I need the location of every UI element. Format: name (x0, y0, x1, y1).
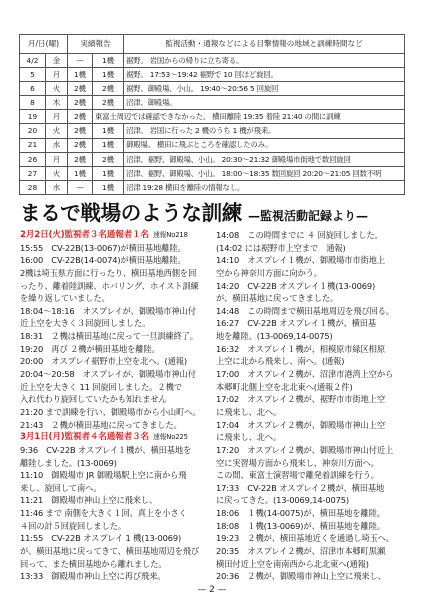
log-text: 20:35 オスプレイ２機が、沼津市本郷町黒瀬 (216, 546, 385, 557)
log-line (216, 469, 406, 482)
log-text: 2機は埼玉県方面に行ったり、横田基地西側を回 (20, 267, 197, 278)
cell-reported: 2機 (93, 96, 124, 110)
title-main: まるで戦場のような訓練 (20, 201, 242, 225)
log-text: が、横田基地に戻ってきて、横田基地周辺を飛び (20, 546, 200, 557)
cell-reported: 1機 (93, 166, 124, 180)
log-text: 上空に北から飛来し、南へ。(通報) (216, 356, 345, 367)
log-line (20, 267, 210, 280)
log-text: 17:04 オスプレイ２機が、御殿場市神山上空 (216, 419, 385, 430)
table-row (20, 54, 405, 68)
log-text: 11:46 まで 南側を大きく１回、真上を小さく (20, 508, 187, 519)
cell-date: 20 (20, 124, 46, 138)
cell-date: 19 (20, 110, 46, 124)
log-text: 18:31 ２機は横田基地に戻って一旦訓練終了。 (20, 331, 198, 342)
article-title (20, 196, 406, 224)
log-line (20, 507, 210, 520)
cell-date: 28 (20, 180, 46, 194)
log-text: に戻ってきた。(13-0069,14-0075) (216, 495, 349, 506)
log-text: 20:04～20:58 オスプレイが、御殿場市神山付 (20, 369, 196, 380)
log-line (20, 406, 210, 419)
table-row (20, 124, 405, 138)
log-text: 11:10 御殿場市 JR 御殿場駅上空に南から飛 (20, 470, 187, 481)
table-row (20, 110, 405, 124)
log-text: 16:32 オスプレイ１機が、相模原市緑区相原 (216, 343, 385, 354)
cell-date: 6 (20, 82, 46, 96)
log-text: に飛来し、北へ。 (216, 432, 282, 443)
log-text: 17:00 オスプレイ２機が、沼津市港湾上空から (216, 369, 394, 380)
cell-date: 21 (20, 138, 46, 152)
cell-description: 裾野。 17:53～19:42 裾野で 10 回ほど旋回。 (124, 68, 405, 82)
log-text: 19:23 ２機が、横田基地近くを通過し埼玉へ。 (216, 533, 394, 544)
cell-actual: 1機 (68, 166, 93, 180)
cell-description: 裾野、御殿場、小山。 19:40～20:56 5 回旋回 (124, 82, 405, 96)
log-line (216, 317, 406, 330)
log-text: 離陸しました。(13-0069) (20, 457, 117, 468)
log-line (20, 368, 210, 381)
log-text: 空から神奈川方面に向かう。 (216, 267, 322, 278)
cell-actual: 2機 (68, 124, 93, 138)
log-text: 空に実習場方面から飛来し、神奈川方面へ。 (216, 457, 379, 468)
log-line (20, 242, 210, 255)
log-text: ったり、離着陸訓練、ホバリング、ホイスト訓練 (20, 280, 199, 291)
cell-actual: 2機 (68, 138, 93, 152)
cell-date: 8 (20, 96, 46, 110)
log-line (216, 267, 406, 280)
table-body (20, 54, 405, 195)
log-line (216, 532, 406, 545)
log-line (216, 280, 406, 293)
cell-actual: 2機 (68, 96, 93, 110)
log-line (20, 558, 210, 571)
cell-actual: 2機 (68, 82, 93, 96)
log-line (20, 570, 210, 583)
cell-weekday: 火 (46, 124, 68, 138)
table-row (20, 180, 405, 194)
log-text: を繰り返していました。 (20, 293, 110, 304)
log-line (20, 457, 210, 470)
log-line (216, 419, 406, 432)
cell-weekday: 月 (46, 68, 68, 82)
log-text: 来し、旋回して南へ。 (20, 482, 102, 493)
cell-date: 26 (20, 152, 46, 166)
log-text: 21:20 まで訓練を行い、御殿場市から小山町へ。 (20, 406, 201, 417)
cell-weekday: 月 (46, 152, 68, 166)
log-text: 14:48 この時間まで横田基地周辺を飛び回る。 (216, 305, 394, 316)
log-text: 入れ代わり旋回していたかも知れません (20, 394, 167, 405)
cell-actual: 2機 (68, 110, 93, 124)
cell-reported: 2機 (93, 152, 124, 166)
log-text: に飛来し、北へ。 (216, 406, 282, 417)
log-text: 19:20 再び ２機が横田基地を離陸。 (20, 343, 160, 354)
log-line (216, 305, 406, 318)
log-text: 11:55 CV-22B オスプレイ 1 機(13-0069) (20, 533, 182, 544)
title-sub: —監視活動記録より— (248, 209, 369, 223)
cell-actual: 1機 (68, 68, 93, 82)
log-line (216, 494, 406, 507)
cell-date: 27 (20, 166, 46, 180)
log-line (20, 545, 210, 558)
log-line (216, 545, 406, 558)
log-line (20, 393, 210, 406)
log-line (216, 368, 406, 381)
log-line (20, 317, 210, 330)
log-text: 地を離陸。(13-0069,14-0075) (216, 331, 333, 342)
cell-description: 沼津、裾野、御殿場、小山。 18:00～18:35 数回旋回 20:20～21:05 回数不明 (124, 166, 405, 180)
cell-description: 御殿場。 横田に飛ぶところを確認したのみ。 (124, 138, 405, 152)
bulletin-number: 速報No218 (152, 231, 188, 239)
log-text: 21:43 ２機が横田基地に戻ってきました。 (20, 419, 182, 430)
cell-description: 沼津。 岩国に行った 2 機のうち 1 機が飛来。 (124, 124, 405, 138)
log-date-heading (20, 431, 210, 444)
cell-actual: 2機 (68, 152, 93, 166)
cell-date: 5 (20, 68, 46, 82)
log-text: 近上空を大きく 11 回旋回しました。２機で (20, 381, 182, 392)
log-text: 16:27 CV-22B オスプレイ１機が、横田基 (216, 318, 377, 329)
log-line (20, 355, 210, 368)
log-text: 18:04～18:16 オスプレイが、御殿場市神山付 (20, 305, 196, 316)
log-line (216, 570, 406, 583)
log-line (216, 254, 406, 267)
cell-weekday: 火 (46, 82, 68, 96)
cell-description: 東富士周辺では確認できなかった。 横田離陸 19:35 着陸 21:40 の間に訓練 (93, 110, 405, 124)
log-line (216, 242, 406, 255)
header-report: 実績報告 (68, 35, 124, 54)
log-text: 3月1日(月)監視者４名通報者３名 (20, 432, 149, 443)
log-line (216, 482, 406, 495)
table-row (20, 152, 405, 166)
log-text: 14:10 オスプレイ１機が、御殿場市市街地上 (216, 255, 385, 266)
log-text: が、横田基地に戻ってきました。 (216, 293, 339, 304)
log-column-right (216, 229, 406, 583)
table-row (20, 68, 405, 82)
log-line (216, 431, 406, 444)
bulletin-number: 速報No225 (152, 433, 188, 442)
log-text: ４回の計５回旋回しました。 (20, 520, 126, 531)
log-text: 近上空を大きく３回旋回しました。 (20, 318, 151, 329)
log-text: 14:08 この時間までに ４ 回旋回しました。 (216, 230, 383, 240)
log-column-left (20, 229, 210, 583)
log-line (20, 520, 210, 533)
log-text: 2月2日(火)監視者３名通報者１名 (20, 230, 149, 240)
log-line (216, 229, 406, 242)
log-text: (14:02 には裾野市上空まで 通報) (216, 242, 346, 253)
cell-reported: 1機 (93, 180, 124, 194)
log-text: 本郷町北側上空を北北東へ(通報２件) (216, 381, 353, 392)
cell-weekday: 水 (46, 180, 68, 194)
log-text: この間、東富士演習場で離発着訓練を行う。 (216, 470, 379, 481)
log-line (20, 532, 210, 545)
cell-weekday: 火 (46, 166, 68, 180)
cell-date: 4/2 (20, 54, 46, 68)
log-text: 横田付近上空を南南西から北北東へ(通報) (216, 558, 369, 569)
log-line (20, 469, 210, 482)
log-line (20, 292, 210, 305)
cell-description: 沼津、裾野、御殿場、小山。 20:30～21:32 御殿場市街地で数回旋回 (124, 152, 405, 166)
log-line (216, 507, 406, 520)
log-line (20, 482, 210, 495)
log-line (216, 292, 406, 305)
table-row (20, 96, 405, 110)
page-number: — 2 — (197, 585, 227, 595)
log-text: 17:33 CV-22B オスプレイ２機が、横田基地 (216, 482, 385, 493)
log-line (20, 381, 210, 394)
log-line (216, 355, 406, 368)
log-text: 14:20 CV-22B オスプレイ１機(13-0069) (216, 280, 376, 291)
table-row (20, 82, 405, 96)
table-row (20, 138, 405, 152)
cell-weekday: 水 (46, 138, 68, 152)
cell-reported: 1機 (93, 68, 124, 82)
table-row (20, 166, 405, 180)
log-line (20, 330, 210, 343)
log-line (20, 444, 210, 457)
cell-reported: 1機 (93, 54, 124, 68)
log-line (216, 520, 406, 533)
cell-reported: 2機 (93, 82, 124, 96)
log-line (20, 343, 210, 356)
log-text: 17:02 オスプレイ２機が、裾野市市街地上空 (216, 394, 385, 405)
log-text: 16:00 CV-22B(14-0074)が横田基地離陸。 (20, 255, 186, 266)
cell-reported: 1機 (93, 124, 124, 138)
cell-reported: 1機 (93, 138, 124, 152)
cell-weekday: 金 (46, 54, 68, 68)
cell-description: 沼津、御殿場。 (124, 96, 405, 110)
cell-weekday: 木 (46, 96, 68, 110)
header-description: 監視活動・通報などによる目撃情報の地域と訓練時間など (124, 35, 405, 54)
log-text: 11:21 御殿場市神山上空に飛来し、 (20, 495, 158, 506)
log-text: 18:06 １機(14-0075)が、横田基地を離陸。 (216, 508, 385, 519)
table-header (20, 35, 405, 54)
log-line (20, 494, 210, 507)
log-text: 15:55 CV-22B(13-0067)が横田基地離陸。 (20, 242, 186, 253)
log-text: 17:20 オスプレイ２機が、御殿場市神山付近上 (216, 444, 394, 455)
log-text: 20:00 オスプレイ裾野市上空を北へ。(通報) (20, 356, 188, 367)
log-text: 13:33 御殿場市神山上空に再び飛来。 (20, 571, 166, 582)
log-line (216, 457, 406, 470)
log-text: 9:36 CV-22B オスプレイ１機が、横田基地を (20, 444, 192, 455)
cell-actual: — (68, 54, 93, 68)
monitoring-table (19, 34, 405, 195)
log-line (216, 393, 406, 406)
header-date: 月/日(曜) (20, 35, 68, 54)
log-line (216, 444, 406, 457)
log-line (216, 381, 406, 394)
cell-weekday: 月 (46, 110, 68, 124)
log-line (216, 343, 406, 356)
log-text: 20:36 ２機が、御殿場市神山上空に飛来し、 (216, 571, 386, 582)
log-line (20, 419, 210, 432)
log-text: 回って、また横田基地から離れました。 (20, 558, 167, 569)
log-date-heading (20, 229, 210, 242)
log-line (216, 558, 406, 571)
cell-description: 裾野。 岩国からの帰りに立ち寄る。 (124, 54, 405, 68)
log-line (20, 280, 210, 293)
log-text: 18:08 １機(13-0069)が、横田基地を離陸。 (216, 520, 385, 531)
log-line (20, 254, 210, 267)
log-line (20, 305, 210, 318)
cell-description: 沼津 19:28 横田を離陸の情報なし。 (124, 180, 405, 194)
log-line (216, 330, 406, 343)
log-line (216, 406, 406, 419)
cell-actual: — (68, 180, 93, 194)
